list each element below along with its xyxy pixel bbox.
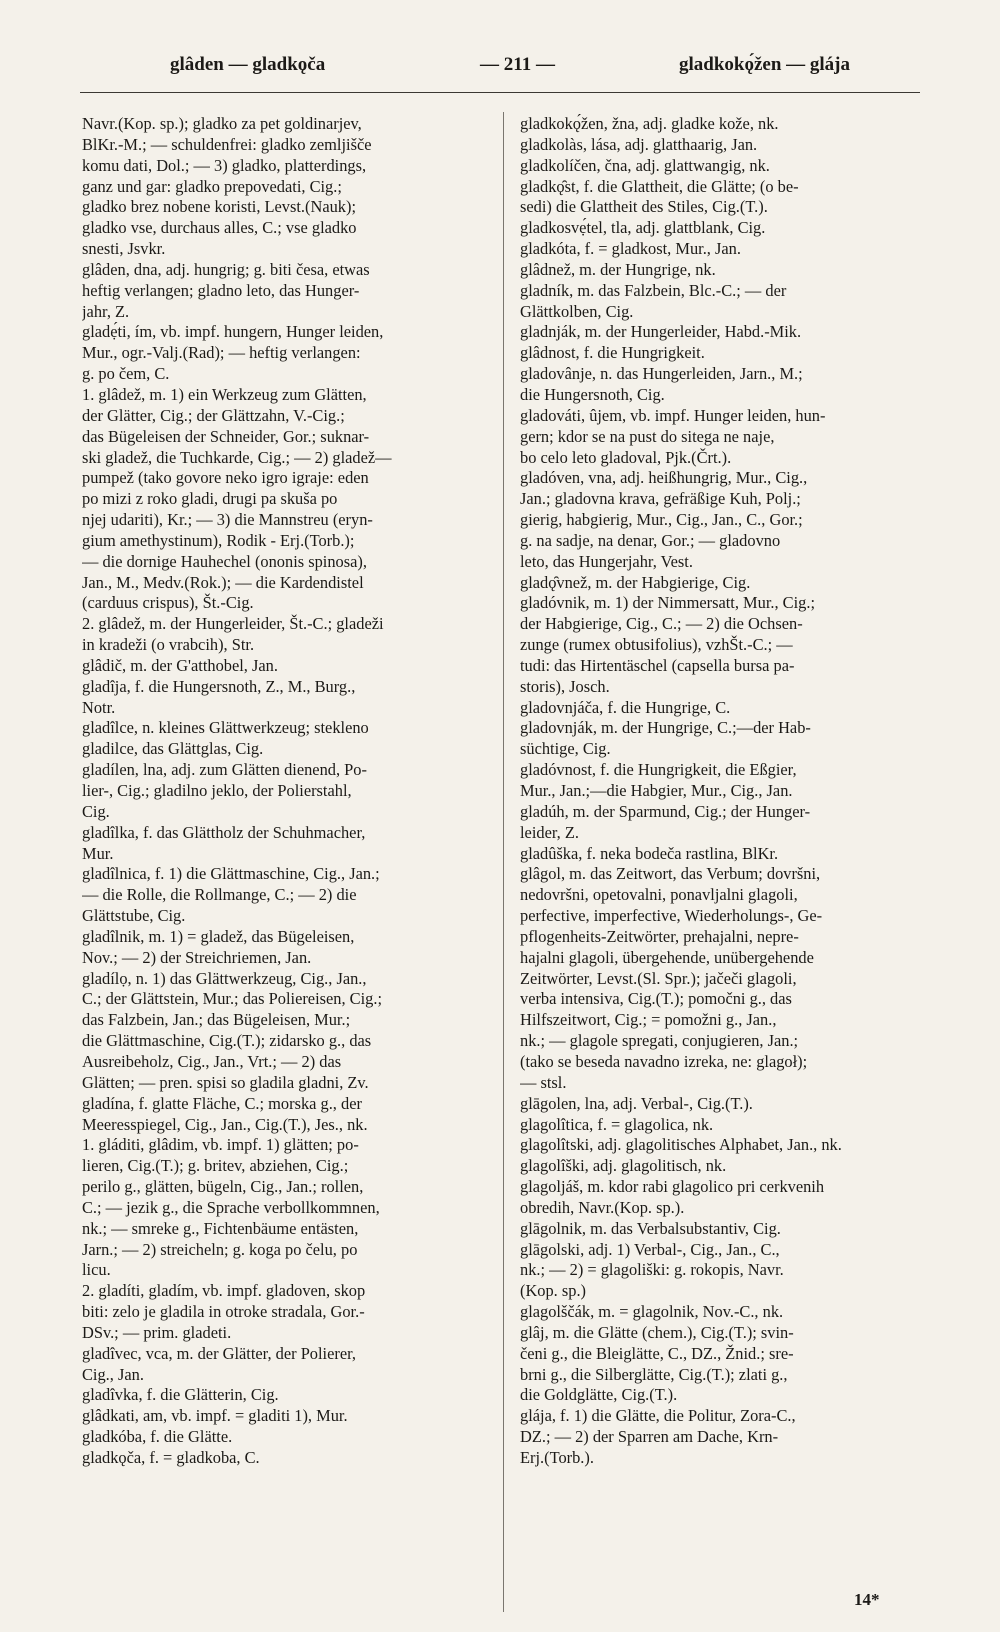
entry-line: storis), Josch. [520, 676, 610, 696]
entry-line: Navr.(Kop. sp.); gladko za pet goldinarjev, [82, 114, 362, 133]
entry-line: glāgolski, adj. 1) Verbal-, Cig., Jan., C., [520, 1239, 780, 1259]
page-header [150, 54, 910, 86]
entry-line: leider, Z. [520, 822, 579, 842]
entry-line: gierig, habgierig, Mur., Cig., Jan., C., Gor.; [520, 510, 803, 530]
entry-line: gladko brez nobene koristi, Levst.(Nauk); [82, 197, 357, 217]
entry-line: Jan., M., Medv.(Rok.); — die Kardendistel [82, 572, 364, 592]
entry-line: (tako se beseda navadno izreka, ne: glagoł); [520, 1051, 808, 1071]
entry-line: pumpež (tako govore neko igro igraje: eden [82, 468, 369, 488]
entry-line: 1. glâdež, m. 1) ein Werkzeug zum Glätten, [82, 384, 367, 404]
entry-line: gladína, f. glatte Fläche, C.; morska g., der [82, 1093, 362, 1113]
entry-line: po mizi z roko gladi, drugi pa skuša po [82, 489, 338, 509]
signature-mark: 14* [854, 1590, 880, 1609]
entry-line: das Bügeleisen der Schneider, Gor.; suknar- [82, 426, 370, 446]
entry-line: lier-, Cig.; gladilno jeklo, der Polierstahl, [82, 781, 352, 800]
entry-line: glāgolen, lna, adj. Verbal-, Cig.(T.). [520, 1093, 753, 1113]
entry-line: lieren, Cig.(T.); g. britev, abziehen, Cig.; [82, 1156, 349, 1176]
entry-line: gladník, m. das Falzbein, Blc.-C.; — der [520, 280, 787, 300]
entry-line: gladílen, lna, adj. zum Glätten dienend, Po- [82, 760, 367, 780]
entry-line: gladílọ, n. 1) das Glättwerkzeug, Cig., Jan., [82, 968, 367, 988]
entry-line: C.; — jezik g., die Sprache verbollkommnen, [82, 1197, 380, 1217]
entry-line: Cig., Jan. [82, 1364, 144, 1384]
entry-line: süchtige, Cig. [520, 739, 611, 759]
entry-line: pflogenheits-Zeitwörter, prehajalni, nepre- [520, 926, 799, 946]
entry-line: zunge (rumex obtusifolius), vzhŠt.-C.; — [520, 635, 793, 655]
entry-line: nk.; — glagole spregati, conjugieren, Jan.; [520, 1031, 799, 1051]
entry-line: verba intensiva, Cig.(T.); pomočni g., das [520, 989, 792, 1009]
entry-line: — stsl. [520, 1072, 567, 1092]
entry-line: gladkosvẹ́tel, tla, adj. glattblank, Cig. [520, 218, 766, 238]
entry-line: Meeresspiegel, Cig., Jan., Cig.(T.), Jes., nk. [82, 1114, 368, 1134]
entry-line: njej udariti), Kr.; — 3) die Mannstreu (eryn- [82, 510, 373, 530]
entry-line: glagoljáš, m. kdor rabi glagolico pri cerkvenih [520, 1177, 825, 1197]
entry-line: Glättstube, Cig. [82, 906, 186, 926]
entry-line: gladkǫ̑st, f. die Glattheit, die Glätte; (o be- [520, 176, 799, 196]
entry-line: perilo g., glätten, bügeln, Cig., Jan.; rollen, [82, 1177, 364, 1197]
entry-line: Mur., Jan.;—die Habgier, Mur., Cig., Jan. [520, 781, 793, 800]
entry-line: (carduus crispus), Št.-Cig. [82, 593, 254, 613]
entry-line: gladûška, f. neka bodeča rastlina, BlKr. [520, 843, 779, 863]
header-right-guideword: gladkokǫ́žen — glája [678, 54, 850, 75]
entry-line: gladẹ́ti, ím, vb. impf. hungern, Hunger leiden, [82, 322, 384, 342]
entry-line: Cig. [82, 801, 110, 821]
entry-line: gladilce, das Glättglas, Cig. [82, 739, 264, 759]
entry-line: leto, das Hungerjahr, Vest. [520, 551, 693, 571]
entry-line: Hilfszeitwort, Cig.; = pomožni g., Jan., [520, 1010, 777, 1030]
entry-line: glagolîtski, adj. glagolitisches Alphabet, Jan., nk. [520, 1135, 842, 1155]
left-column [82, 114, 492, 1594]
entry-line: 2. glâdež, m. der Hungerleider, Št.-C.; gladeži [82, 614, 384, 634]
entry-line: čeni g., die Bleiglätte, C., DZ., Žnid.; sre- [520, 1343, 794, 1363]
entry-line: C.; der Glättstein, Mur.; das Poliereisen, Cig.; [82, 989, 383, 1009]
entry-line: perfective, imperfective, Wiederholungs-, Ge- [520, 906, 823, 926]
entry-line: gladovânje, n. das Hungerleiden, Jarn., M.; [520, 364, 803, 384]
entry-line: gladîvec, vca, m. der Glätter, der Polierer, [82, 1343, 357, 1363]
entry-line: in kradeži (o vrabcih), Str. [82, 635, 255, 655]
entry-line: gladîlnik, m. 1) = gladež, das Bügeleisen, [82, 926, 355, 946]
entry-line: glâgol, m. das Zeitwort, das Verbum; dovršni, [520, 864, 821, 884]
entry-line: die Glättmaschine, Cig.(T.); zidarsko g., das [82, 1031, 372, 1051]
entry-line: licu. [82, 1260, 111, 1280]
header-rule [80, 92, 920, 93]
entry-line: sedi) die Glattheit des Stiles, Cig.(T.). [520, 197, 768, 217]
entry-line: Erj.(Torb.). [520, 1448, 594, 1467]
entry-line: gladkóba, f. die Glätte. [82, 1427, 233, 1447]
entry-line: Mur., ogr.-Valj.(Rad); — heftig verlangen: [82, 343, 361, 363]
entry-line: glâj, m. die Glätte (chem.), Cig.(T.); svin- [520, 1322, 794, 1342]
right-column [520, 114, 930, 1594]
entry-line: glâdkati, am, vb. impf. = gladiti 1), Mur. [82, 1406, 348, 1426]
entry-line: glâdič, m. der G'atthobel, Jan. [82, 655, 278, 675]
entry-line: gladkóta, f. = gladkost, Mur., Jan. [520, 239, 741, 259]
entry-line: Glätten; — pren. spisi so gladila gladni, Zv. [82, 1072, 369, 1092]
entry-line: 2. gladíti, gladím, vb. impf. gladoven, skop [82, 1281, 366, 1301]
entry-line: nedovršni, opetovalni, ponavljalni glagoli, [520, 885, 798, 905]
entry-line: gladovnják, m. der Hungrige, C.;—der Hab- [520, 718, 811, 738]
entry-line: glâdnež, m. der Hungrige, nk. [520, 259, 716, 279]
entry-line: gladnják, m. der Hungerleider, Habd.-Mik. [520, 322, 802, 342]
entry-line: bo celo leto gladoval, Pjk.(Črt.). [520, 447, 732, 467]
entry-line: Mur. [82, 843, 114, 863]
column-divider [503, 112, 504, 1612]
entry-line: g. po čem, C. [82, 364, 170, 384]
entry-line: glâden, dna, adj. hungrig; g. biti česa, etwas [82, 259, 370, 279]
entry-line: Jan.; gladovna krava, gefräßige Kuh, Polj.; [520, 489, 801, 509]
entry-line: DSv.; — prim. gladeti. [82, 1322, 232, 1342]
entry-line: ski gladež, die Tuchkarde, Cig.; — 2) gladež— [82, 447, 392, 467]
entry-line: jahr, Z. [82, 301, 130, 321]
entry-line: Glättkolben, Cig. [520, 301, 634, 321]
entry-line: Jarn.; — 2) streicheln; g. koga po čelu, po [82, 1239, 358, 1259]
entry-line: gladǫ̑vnež, m. der Habgierige, Cig. [520, 572, 751, 592]
page-number: — 211 — [480, 54, 555, 75]
entry-line: gladkolíčen, čna, adj. glattwangig, nk. [520, 155, 770, 175]
entry-line: gladkokǫ́žen, žna, adj. gladke kože, nk. [520, 114, 779, 133]
entry-line: der Glätter, Cig.; der Glättzahn, V.-Cig.; [82, 405, 345, 425]
entry-line: glagolîtica, f. = glagolica, nk. [520, 1114, 714, 1134]
entry-line: biti: zelo je gladila in otroke stradala, Gor.- [82, 1302, 365, 1322]
entry-line: gium amethystinum), Rodik - Erj.(Torb.); [82, 530, 355, 550]
entry-line: gern; kdor se na pust do sitega ne naje, [520, 426, 775, 446]
entry-line: gladîlce, n. kleines Glättwerkzeug; stekleno [82, 718, 369, 738]
entry-line: heftig verlangen; gladno leto, das Hunger- [82, 280, 360, 300]
entry-line: die Goldglätte, Cig.(T.). [520, 1385, 678, 1405]
entry-line: gladîlnica, f. 1) die Glättmaschine, Cig., Jan.; [82, 864, 380, 884]
entry-line: gladóvnik, m. 1) der Nimmersatt, Mur., Cig.; [520, 593, 815, 613]
entry-line: glāgolnik, m. das Verbalsubstantiv, Cig. [520, 1218, 781, 1238]
entry-line: das Falzbein, Jan.; das Bügeleisen, Mur.; [82, 1010, 351, 1030]
entry-line: gladóvnost, f. die Hungrigkeit, die Eßgier, [520, 760, 797, 780]
entry-line: gladko vse, durchaus alles, C.; vse gladko [82, 218, 357, 238]
entry-line: gladîja, f. die Hungersnoth, Z., M., Burg., [82, 676, 356, 696]
entry-line: komu dati, Dol.; — 3) gladko, platterdings, [82, 155, 367, 175]
entry-line: ganz und gar: gladko prepovedati, Cig.; [82, 176, 342, 196]
entry-line: Notr. [82, 697, 116, 717]
entry-line: BlKr.-M.; — schuldenfrei: gladko zemljišče [82, 134, 372, 154]
entry-line: Ausreibeholz, Cig., Jan., Vrt.; — 2) das [82, 1051, 342, 1071]
entry-line: gladóven, vna, adj. heißhungrig, Mur., Cig., [520, 468, 808, 488]
entry-line: tudi: das Hirtentäschel (capsella bursa pa- [520, 655, 795, 675]
entry-line: (Kop. sp.) [520, 1281, 587, 1301]
entry-line: die Hungersnoth, Cig. [520, 384, 665, 404]
entry-line: g. na sadje, na denar, Gor.; — gladovno [520, 530, 781, 550]
entry-line: obredih, Navr.(Kop. sp.). [520, 1197, 685, 1217]
entry-line: gladîlka, f. das Glättholz der Schuhmacher, [82, 822, 366, 842]
entry-line: DZ.; — 2) der Sparren am Dache, Krn- [520, 1427, 779, 1447]
entry-line: glagolîški, adj. glagolitisch, nk. [520, 1156, 727, 1176]
entry-line: nk.; — smreke g., Fichtenbäume entästen, [82, 1218, 359, 1238]
entry-line: Zeitwörter, Levst.(Sl. Spr.); jačeči glagoli, [520, 968, 797, 988]
entry-line: — die dornige Hauhechel (ononis spinosa), [82, 551, 367, 571]
entry-line: hajalni glagoli, übergehende, unübergehende [520, 947, 814, 967]
entry-line: — die Rolle, die Rollmange, C.; — 2) die [82, 885, 357, 905]
entry-line: glagolščák, m. = glagolnik, Nov.-C., nk. [520, 1302, 784, 1322]
entry-line: glája, f. 1) die Glätte, die Politur, Zora-C., [520, 1406, 796, 1426]
entry-line: gladovnjáča, f. die Hungrige, C. [520, 697, 731, 717]
entry-line: nk.; — 2) = glagoliški: g. rokopis, Navr. [520, 1260, 784, 1280]
entry-line: gladkǫča, f. = gladkoba, C. [82, 1448, 260, 1467]
entry-line: Nov.; — 2) der Streichriemen, Jan. [82, 947, 312, 967]
entry-line: glâdnost, f. die Hungrigkeit. [520, 343, 705, 363]
header-left-guideword: glâden — gladkǫča [170, 54, 326, 75]
entry-line: gladúh, m. der Sparmund, Cig.; der Hunger- [520, 801, 811, 821]
entry-line: snesti, Jsvkr. [82, 239, 166, 259]
entry-line: gladîvka, f. die Glätterin, Cig. [82, 1385, 279, 1405]
entry-line: 1. gláditi, glâdim, vb. impf. 1) glätten; po- [82, 1135, 359, 1155]
entry-line: brni g., die Silberglätte, Cig.(T.); zlati g., [520, 1364, 788, 1384]
entry-line: gladkolàs, lása, adj. glatthaarig, Jan. [520, 134, 758, 154]
entry-line: gladováti, ûjem, vb. impf. Hunger leiden, hun- [520, 405, 826, 425]
entry-line: der Habgierige, Cig., C.; — 2) die Ochsen- [520, 614, 803, 634]
